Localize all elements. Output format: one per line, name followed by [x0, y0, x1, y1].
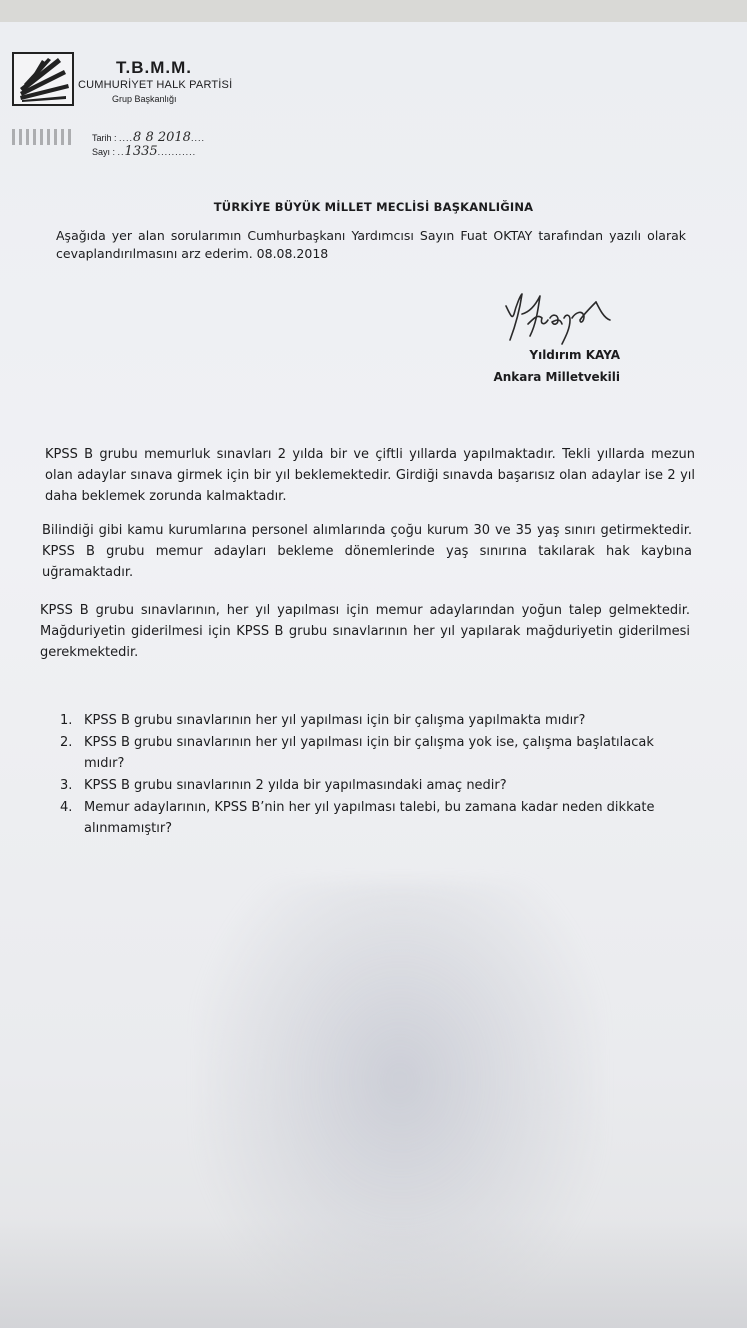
party-logo-icon: [12, 52, 74, 106]
document-page: [0, 22, 747, 1328]
intro-paragraph: Aşağıda yer alan sorularımın Cumhurbaşkanı Yardımcısı Sayın Fuat OKTAY tarafından yazılı olarak cevaplandırılmasını arz ederim. 08.08.2018: [56, 228, 686, 261]
number-value: 1335: [124, 144, 158, 159]
date-value: 8 8 2018: [133, 130, 191, 145]
question-text: KPSS B grubu sınavlarının her yıl yapılması için bir çalışma yapılmakta mıdır?: [84, 713, 586, 728]
question-text: KPSS B grubu sınavlarının her yıl yapılması için bir çalışma yok ise, çalışma başlatılacak mıdır?: [84, 735, 654, 771]
question-text: KPSS B grubu sınavlarının 2 yılda bir yapılmasındaki amaç nedir?: [84, 778, 507, 793]
document-title: TÜRKİYE BÜYÜK MİLLET MECLİSİ BAŞKANLIĞINA: [213, 200, 534, 214]
letterhead: [12, 52, 252, 159]
group-office: Grup Başkanlığı: [112, 94, 177, 104]
bottom-fade: [0, 1218, 747, 1328]
handwritten-signature: [500, 284, 630, 354]
body-paragraph-3: KPSS B grubu sınavlarının, her yıl yapılması için memur adaylarından yoğun talep gelmektedir. Mağduriyetin giderilmesi için KPSS B grubu sınavlarının her yıl yapılarak mağduriyetin giderilmesi gerekmektedir.: [40, 603, 690, 660]
body-paragraph-2: Bilindiği gibi kamu kurumlarına personel alımlarında çoğu kurum 30 ve 35 yaş sınırı getirmektedir. KPSS B grubu memur adayları bekleme dönemlerinde yaş sınırına takılarak hak kaybına uğramaktadır.: [42, 523, 692, 580]
date-row: Tarih : ....8 8 2018....: [92, 130, 205, 145]
party-name: CUMHURİYET HALK PARTİSİ: [78, 79, 233, 91]
tbmm-heading: T.B.M.M.: [116, 58, 192, 77]
question-item: [56, 732, 696, 774]
body-paragraph-1: KPSS B grubu memurluk sınavları 2 yılda bir ve çiftli yıllarda yapılmaktadır. Tekli yıllarda mezun olan adaylar sınava girmek için bir yıl beklemektedir. Girdiği sınavda başarısız olan adaylar ise 2 yıl daha beklemek zorunda kalmaktadır.: [45, 447, 695, 504]
question-list: [56, 710, 696, 840]
signer-name: Yıldırım KAYA: [529, 348, 620, 362]
number-row: Sayı : ..1335...........: [92, 144, 197, 159]
question-number: 4.: [60, 800, 73, 815]
question-number: 3.: [60, 778, 73, 793]
stamp-smudge: [12, 129, 72, 145]
signer-title: Ankara Milletvekili: [493, 370, 620, 384]
number-label: Sayı :: [92, 147, 116, 157]
question-item: [56, 797, 696, 839]
date-label: Tarih :: [92, 133, 117, 143]
question-item: [56, 710, 696, 731]
question-text: Memur adaylarının, KPSS B’nin her yıl yapılması talebi, bu zamana kadar neden dikkate alınmamıştır?: [84, 800, 655, 836]
question-number: 2.: [60, 735, 73, 750]
question-number: 1.: [60, 713, 73, 728]
question-item: [56, 775, 696, 796]
